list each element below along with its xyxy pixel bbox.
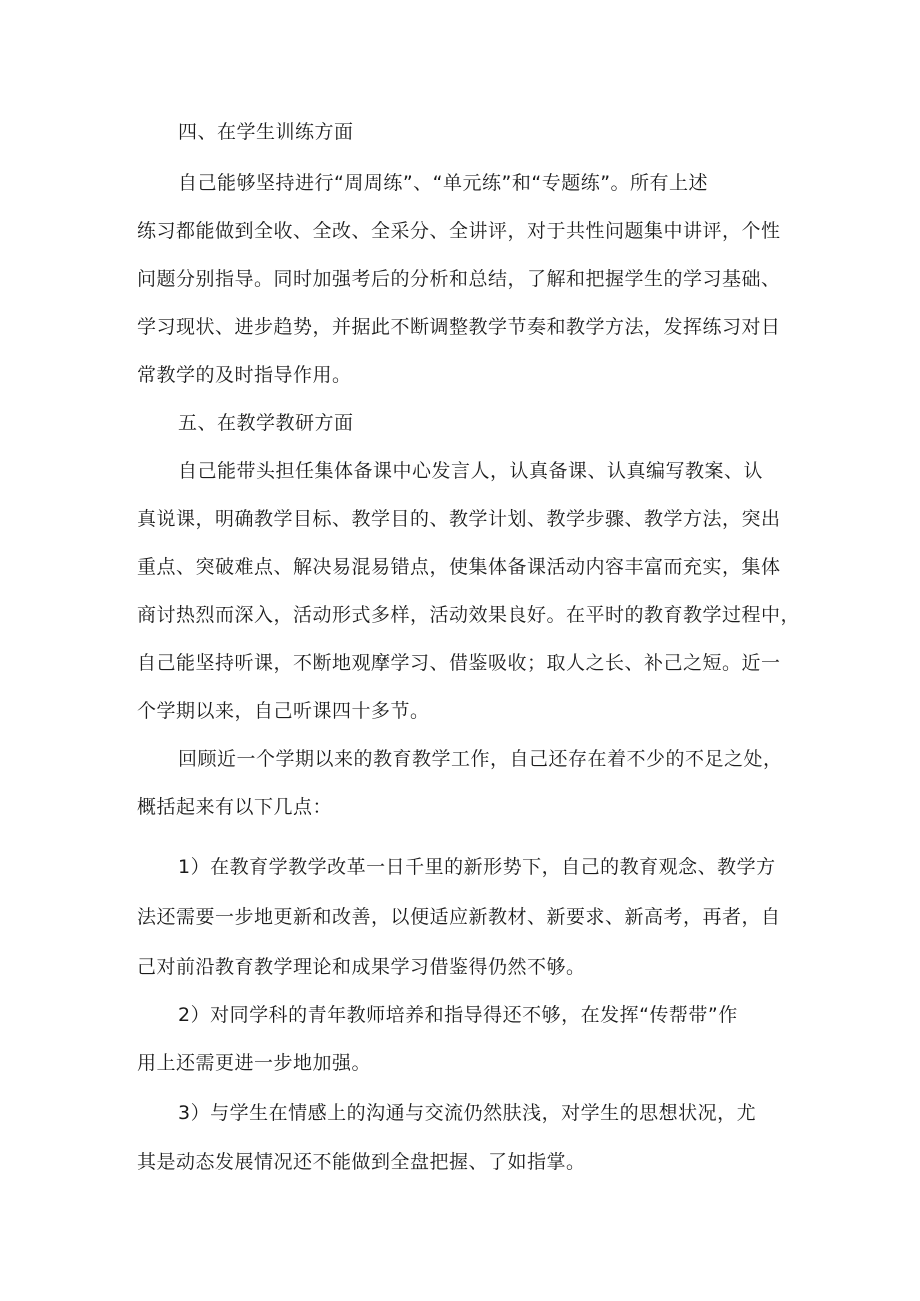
section-4-heading: 四、在学生训练方面 — [178, 121, 354, 143]
section-4-line-4: 学习现状、进步趋势，并据此不断调整教学节奏和教学方法，发挥练习对日 — [137, 316, 781, 338]
section-5-line-5: 自己能坚持听课，不断地观摩学习、借鉴吸收；取人之长、补己之短。近一 — [137, 652, 781, 674]
section-4-line-1: 自己能够坚持进行“周周练”、“单元练”和“专题练”。所有上述 — [178, 172, 709, 194]
item-1-line-2: 法还需要一步地更新和改善，以便适应新教材、新要求、新高考，再者，自 — [137, 906, 781, 928]
review-line-2: 概括起来有以下几点： — [137, 796, 333, 818]
section-5-heading: 五、在教学教研方面 — [178, 412, 354, 434]
section-5-line-3: 重点、突破难点、解决易混易错点，使集体备课活动内容丰富而充实，集体 — [137, 556, 781, 578]
item-1-line-1: 1）在教育学教学改革一日千里的新形势下，自己的教育观念、教学方 — [178, 856, 776, 878]
section-5-line-1: 自己能带头担任集体备课中心发言人，认真备课、认真编写教案、认 — [178, 460, 764, 482]
item-3-line-2: 其是动态发展情况还不能做到全盘把握、了如指掌。 — [137, 1151, 586, 1173]
section-4-line-2: 练习都能做到全收、全改、全采分、全讲评，对于共性问题集中讲评，个性 — [137, 220, 781, 242]
section-5-line-6: 个学期以来，自己听课四十多节。 — [137, 700, 430, 722]
section-5-line-2: 真说课，明确教学目标、教学目的、教学计划、教学步骤、教学方法，突出 — [137, 508, 781, 530]
item-1-line-3: 己对前沿教育教学理论和成果学习借鉴得仍然不够。 — [137, 956, 586, 978]
section-4-line-5: 常教学的及时指导作用。 — [137, 364, 352, 386]
item-2-line-1: 2）对同学科的青年教师培养和指导得还不够，在发挥“传帮带”作 — [178, 1004, 738, 1026]
item-3-line-1: 3）与学生在情感上的沟通与交流仍然肤浅，对学生的思想状况，尤 — [178, 1102, 757, 1124]
section-5-line-4: 商讨热烈而深入，活动形式多样，活动效果良好。在平时的教育教学过程中， — [137, 604, 801, 626]
item-2-line-2: 用上还需更进一步地加强。 — [137, 1052, 372, 1074]
review-line-1: 回顾近一个学期以来的教育教学工作，自己还存在着不少的不足之处， — [178, 748, 783, 770]
section-4-line-3: 问题分别指导。同时加强考后的分析和总结，了解和把握学生的学习基础、 — [137, 268, 781, 290]
